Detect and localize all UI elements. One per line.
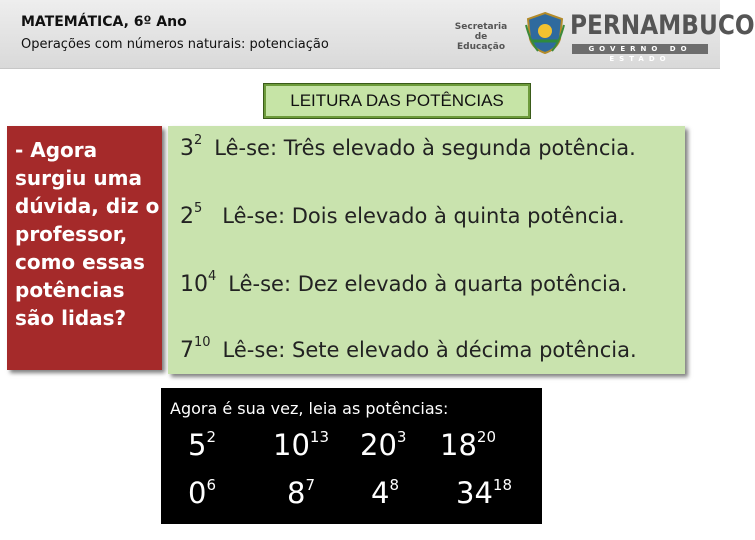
exercise-power [456,476,512,510]
power-exponent: 3 [396,428,407,447]
brand-subtitle-bar [572,44,708,63]
slide-subtitle: Operações com números naturais: potenciação [21,37,329,52]
example-reading: Lê-se: Três elevado à segunda potência. [214,136,636,160]
example-base: 10 [180,272,208,297]
example-exponent: 5 [194,201,203,216]
example-reading: Lê-se: Dez elevado à quarta potência. [228,272,628,296]
exercise-power [188,476,216,510]
secretaria-line2: Educação [457,42,505,52]
secretaria-label [448,22,514,52]
exercise-power [188,428,216,462]
power-base: 4 [371,476,390,510]
example-row [180,269,628,297]
slide-title: MATEMÁTICA, 6º Ano [21,14,187,30]
exercise-prompt: Agora é sua vez, leia as potências: [170,399,449,418]
power-exponent: 20 [476,428,496,447]
exercise-power [287,476,315,510]
exercise-power [371,476,399,510]
power-exponent: 8 [389,476,399,495]
example-exponent: 4 [208,269,217,284]
example-row [180,335,637,363]
examples-box [168,126,685,374]
power-base: 10 [273,428,310,462]
brand-name: PERNAMBUCO [570,10,755,41]
brand-subtitle: GOVERNO DO ESTADO [588,45,692,63]
example-base: 3 [180,136,194,161]
pernambuco-crest-icon [524,11,566,55]
exercise-box [161,388,542,524]
slide-header [0,0,755,69]
section-title-box [263,83,531,119]
exercise-power [360,428,406,462]
power-exponent: 7 [305,476,315,495]
question-box [7,126,162,370]
exercise-power [440,428,496,462]
power-base: 18 [440,428,477,462]
section-title: LEITURA DAS POTÊNCIAS [266,86,528,116]
example-row [180,201,625,229]
example-exponent: 2 [194,133,203,148]
power-exponent: 6 [206,476,216,495]
power-base: 20 [360,428,397,462]
example-base: 2 [180,204,194,229]
example-reading: Lê-se: Sete elevado à décima potência. [222,338,637,362]
secretaria-line1: Secretaria de [454,22,508,42]
power-exponent: 18 [492,476,512,495]
exercise-power [273,428,329,462]
power-base: 0 [188,476,207,510]
power-exponent: 13 [309,428,329,447]
example-reading: Lê-se: Dois elevado à quinta potência. [222,204,625,228]
example-exponent: 10 [194,335,211,350]
example-base: 7 [180,338,194,363]
power-base: 34 [456,476,493,510]
question-text: - Agora surgiu uma dúvida, diz o professor, como essas potências são lidas? [15,138,160,330]
power-base: 8 [287,476,306,510]
power-exponent: 2 [206,428,216,447]
power-base: 5 [188,428,207,462]
example-row [180,133,636,161]
